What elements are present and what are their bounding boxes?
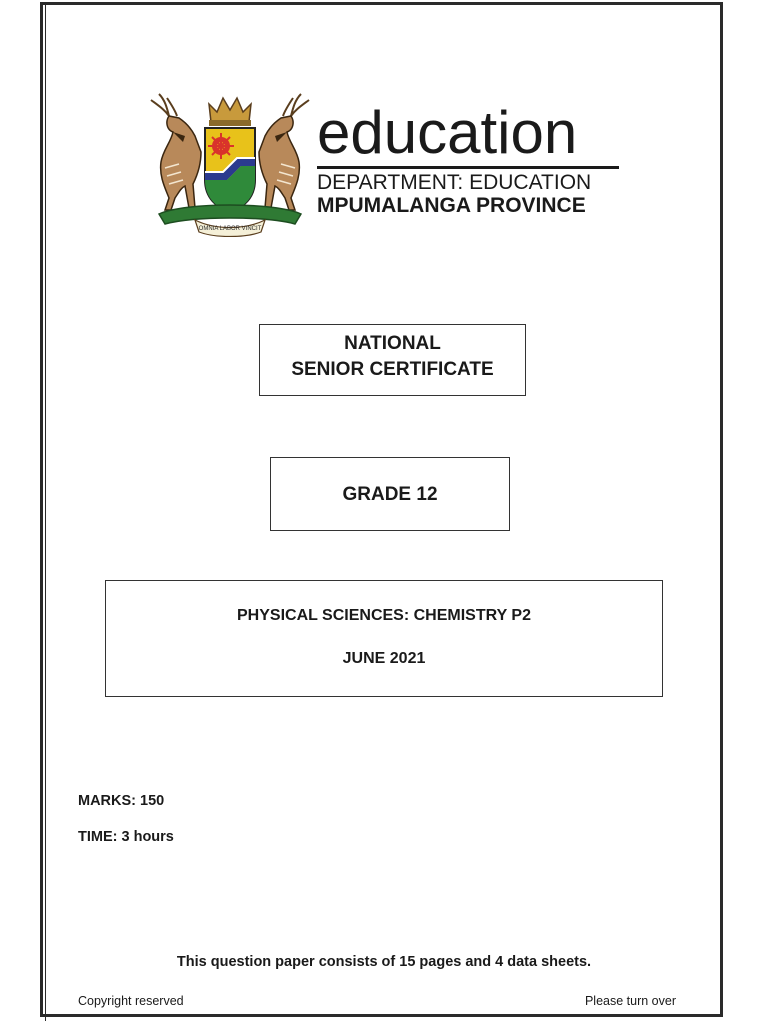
wordmark-rule [317, 166, 619, 169]
time-info: TIME: 3 hours [78, 829, 174, 845]
coat-of-arms-icon [145, 92, 315, 237]
certificate-line-senior: SENIOR CERTIFICATE [291, 359, 494, 380]
left-kudu-icon [151, 94, 201, 210]
motto-banner [159, 205, 301, 237]
page-edge-line [45, 2, 46, 1021]
grade-box [270, 457, 510, 531]
certificate-line-national: NATIONAL [344, 333, 441, 354]
subject-box [105, 580, 663, 697]
department-name: DEPARTMENT: EDUCATION [317, 171, 592, 194]
certificate-box [259, 324, 526, 396]
department-logo [145, 92, 625, 242]
grade-label: GRADE 12 [342, 484, 438, 505]
province-name: MPUMALANGA PROVINCE [317, 194, 586, 217]
shield-icon [205, 128, 255, 212]
copyright-notice: Copyright reserved [78, 994, 184, 1008]
turn-over-note: Please turn over [584, 994, 676, 1008]
department-wordmark [317, 99, 627, 217]
page-count-note: This question paper consists of 15 pages and 4 data sheets. [176, 954, 592, 970]
exam-date: JUNE 2021 [342, 650, 426, 667]
right-kudu-icon [259, 94, 309, 210]
marks-info: MARKS: 150 [78, 793, 165, 809]
crown-icon [209, 98, 251, 126]
wordmark-education: education [317, 99, 578, 166]
crest-motto-text: OMNIA LABOR VINCIT [198, 226, 262, 232]
subject-title: PHYSICAL SCIENCES: CHEMISTRY P2 [237, 607, 531, 624]
